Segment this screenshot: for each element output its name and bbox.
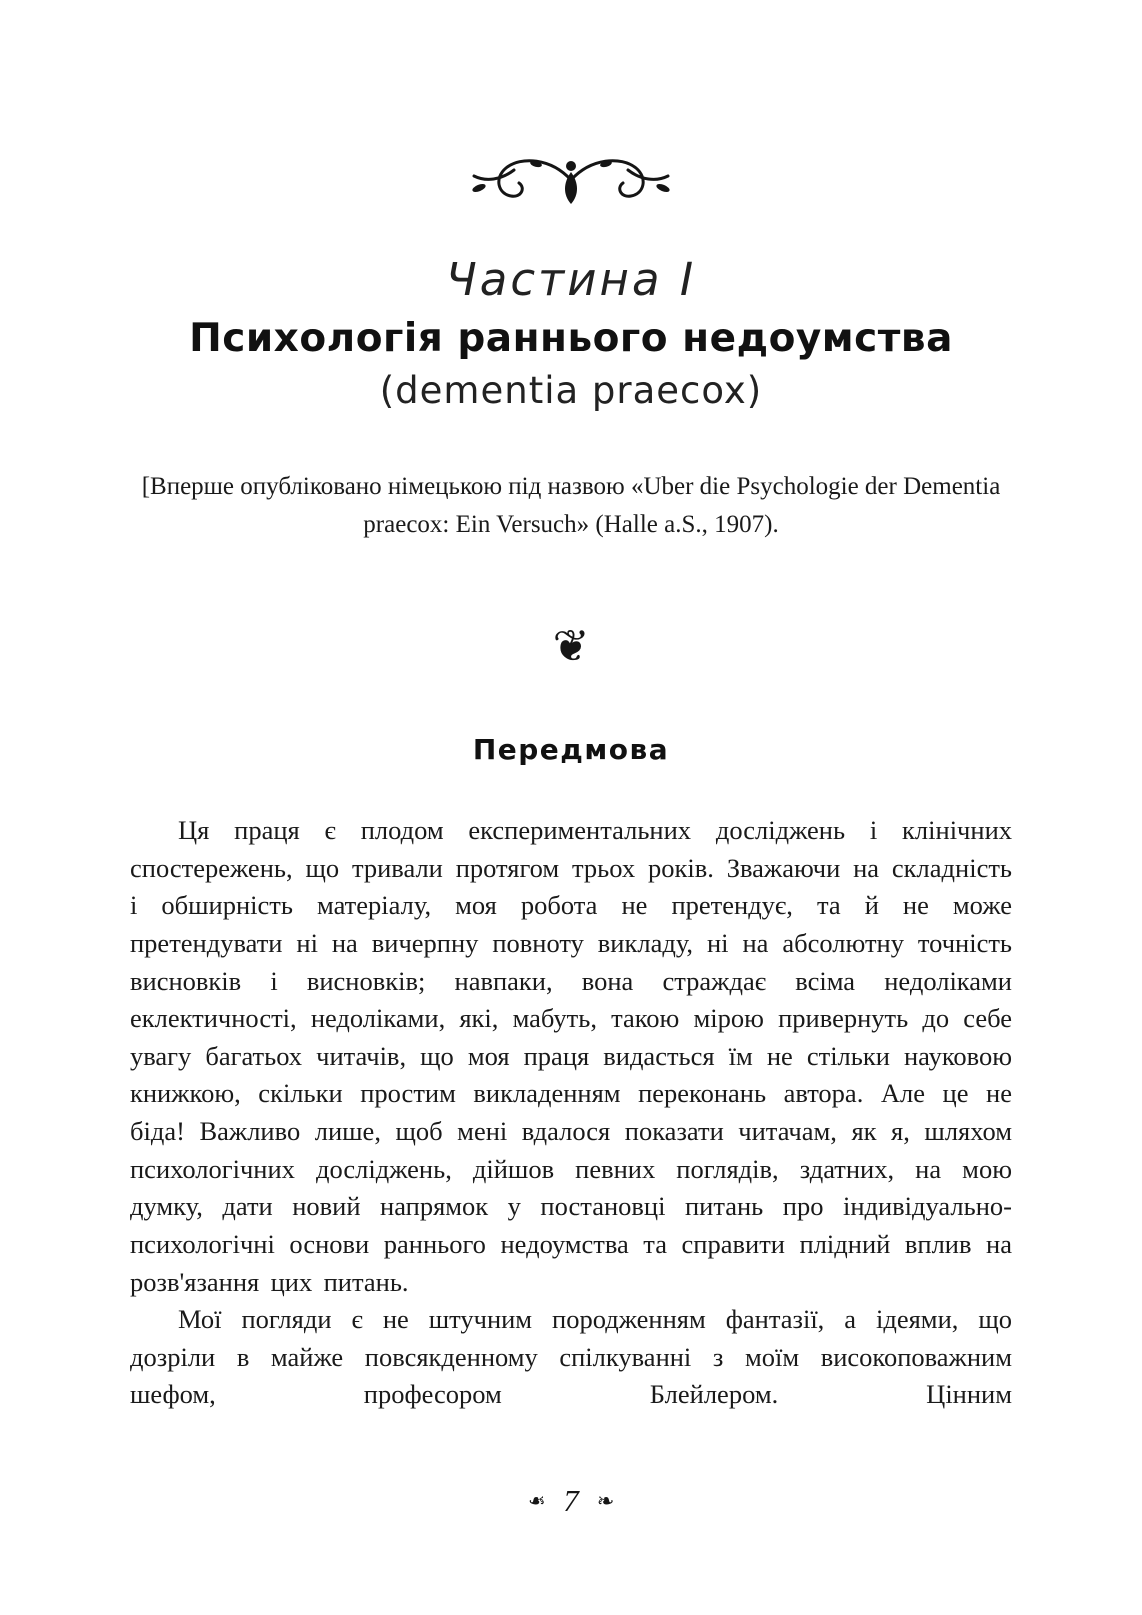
body-text-block: [130, 812, 1012, 1414]
page-title: Психологія раннього недоумства: [189, 316, 953, 361]
footer-ornament-right-icon: ❧: [596, 1489, 615, 1513]
paragraph: Мої погляди є не штучним породженням фантазії, а ідеями, що дозріли в майже повсякденному спілкуванні з моїм високоповажним шефом, професором Блейлером. Цінним: [130, 1304, 1012, 1410]
section-heading: Передмова: [472, 733, 670, 766]
publication-citation: [Вперше опубліковано німецькою під назвою «Uber die Psychologie der Dementia praecox: Ein Versuch» (Halle a.S., 1907).: [141, 473, 1001, 538]
paragraph: Ця праця є плодом експериментальних досліджень і клінічних спостережень, що тривали протягом трьох років. Зважаючи на складність і обширність матеріалу, моя робота не претендує, та й не може претендувати ні на вичерпну повноту викладу, ні на абсолютну точність висновків і висновків; навпаки, вона страждає всіма недоліками еклектичності, недоліками, які, мабуть, такою мірою привернуть до себе увагу багатьох читачів, що моя праця видасться їм не стільки науковою книжкою, скільки простим викладенням переконань автора. Але це не біда! Важливо лише, щоб мені вдалося показати читачам, як я, шляхом психологічних досліджень, дійшов певних поглядів, здатних, на мою думку, дати новий напрямок у постановці питань про індивідуально-психологічні основи раннього недоумства та справити плідний вплив на розв'язання цих питань.: [130, 815, 1012, 1297]
floral-flourish-ornament-icon: [130, 150, 1012, 219]
footer-ornament-left-icon: ❧: [527, 1489, 546, 1513]
part-label: Частина I: [445, 253, 697, 306]
page-subtitle: (dementia praecox): [379, 369, 763, 412]
page-footer: [0, 1483, 1142, 1519]
fleuron-divider-icon: ❦: [552, 621, 590, 672]
page-number: 7: [563, 1483, 579, 1518]
